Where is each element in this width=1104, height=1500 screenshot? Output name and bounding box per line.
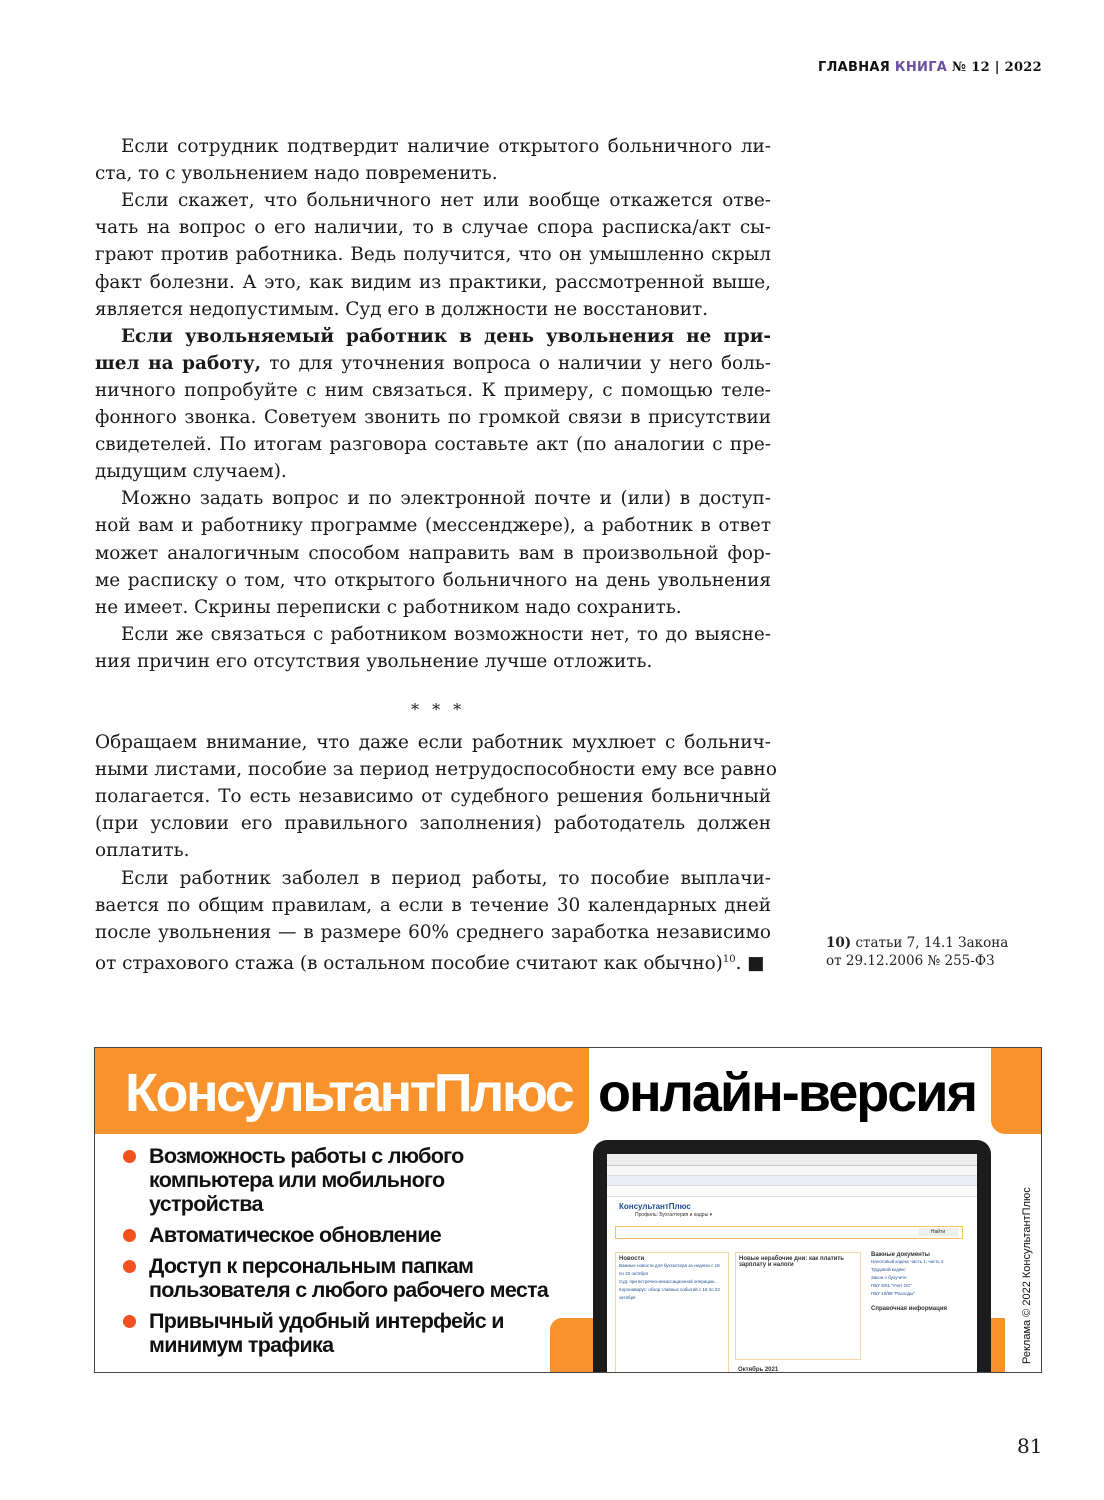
line-text: Если сотрудник подтвердит наличие открытого больничного ли-: [121, 136, 771, 157]
line-text: ной вам и работнику программе (мессенджере), а работник в ответ: [95, 515, 771, 537]
line-text: вается по общим правилам, а если в течение 30 календарных дней: [95, 894, 771, 916]
line-text: (при условии его правильного заполнения) работодатель должен: [95, 813, 771, 835]
header-issue: № 12 | 2022: [951, 60, 1042, 75]
line-text: ния причин его отсутствия увольнение лучше отложить.: [95, 650, 653, 672]
text-line: [95, 946, 771, 973]
text-line: [95, 404, 771, 431]
text-line: [95, 377, 771, 404]
line-text: Если скажет, что больничного нет или вообще откажется отве-: [121, 190, 771, 212]
line-text: оплатить.: [95, 840, 190, 862]
text-line: [95, 837, 771, 864]
line-text: факт болезни. А это, как видим из практики, рассмотренной выше,: [95, 271, 771, 293]
browser-tabs: [607, 1154, 977, 1166]
text-line: [95, 810, 771, 837]
screen-doc-link: ПБУ 10/99 "Расходы": [871, 1291, 915, 1296]
footnote: [826, 934, 1008, 970]
line-text: Если же связаться с работником возможности нет, то до выясне-: [121, 623, 771, 645]
line-text: фонного звонка. Советуем звонить по громкой связи в присутствии: [95, 407, 771, 428]
screen-center-panel: [735, 1252, 861, 1360]
ad-feature: [123, 1309, 509, 1357]
line-text: Если работник заболел в период работы, то пособие выплачи-: [121, 867, 771, 889]
screen-doc-link: Трудовой кодекс: [871, 1267, 906, 1272]
text-line: [95, 458, 771, 485]
screen-reference-title: Справочная информация: [871, 1306, 948, 1312]
line-text: не имеет. Скрины переписки с работником надо сохранить.: [95, 596, 682, 618]
text-line: [95, 756, 777, 783]
text-line: [95, 919, 771, 946]
ad-disclaimer: Реклама © 2022 КонсультантПлюс: [1021, 1187, 1033, 1364]
line-text: Можно задать вопрос и по электронной почте и (или) в доступ-: [121, 488, 771, 510]
line-text: полагается. То есть независимо от судебного решения больничный: [95, 786, 771, 808]
text-line: [95, 594, 771, 621]
screen-doc-link: Налоговый кодекс часть 1, часть 2: [871, 1259, 944, 1264]
bullet-icon: [123, 1229, 136, 1242]
ad-feature: [123, 1144, 489, 1216]
footnote-number: 10): [826, 935, 852, 951]
text-line: [95, 241, 771, 268]
screen-news-panel: [615, 1252, 729, 1373]
screen-find-button: Найти: [918, 1228, 958, 1236]
screen-doc-link: ПБУ 6/01 "Учет ОС": [871, 1283, 913, 1288]
line-text: Обращаем внимание, что даже если работник мухлюет с больнич-: [95, 732, 771, 753]
app-menu-bar: [607, 1176, 977, 1186]
ad-feature: [123, 1223, 489, 1247]
laptop-screen: [607, 1154, 977, 1373]
text-line: [121, 133, 771, 160]
screen-news-item: Коронавирус: обзор главных событий с 16 по 22 октября: [619, 1287, 720, 1300]
advertisement-banner[interactable]: [94, 1047, 1042, 1373]
footnote-text-1: статьи 7, 14.1 Закона: [851, 935, 1009, 951]
text-line: [95, 729, 771, 756]
ad-feature: [123, 1254, 579, 1302]
line-text: ста, то с увольнением надо повременить.: [95, 163, 498, 185]
header-title-2: КНИГА: [894, 60, 948, 75]
end-mark: . ■: [735, 952, 765, 974]
line-text: ными листами, пособие за период нетрудоспособности ему все равно: [95, 759, 777, 781]
section-separator: * * *: [411, 700, 466, 719]
ad-feature-text: Автоматическое обновление: [149, 1223, 441, 1247]
line-text: свидетелей. По итогам разговора составьте акт (по аналогии с пре-: [95, 434, 771, 456]
text-line: [95, 296, 771, 323]
footnote-text-2: от 29.12.2006 № 255-ФЗ: [826, 953, 995, 969]
text-line: [95, 350, 771, 377]
line-text: может аналогичным способом направить вам в произвольной фор-: [95, 542, 771, 564]
page-number: 81: [1017, 1434, 1043, 1458]
text-line: [95, 567, 771, 594]
text-line: [121, 187, 771, 214]
text-line: [95, 540, 771, 567]
line-text: ме расписку о том, что открытого больничного на день увольнения: [95, 569, 771, 591]
line-text: грают против работника. Ведь получится, что он умышленно скрыл: [95, 244, 771, 266]
ad-orange-corner: [991, 1048, 1041, 1134]
ad-subtitle: онлайн-версия: [598, 1063, 976, 1123]
running-header: [818, 60, 1042, 75]
text-line: [95, 512, 771, 539]
header-title-1: ГЛАВНАЯ: [817, 60, 891, 75]
line-text: является недопустимым. Суд его в должности не восстановит.: [95, 298, 709, 320]
text-line: [121, 485, 771, 512]
laptop-mockup: [593, 1140, 991, 1373]
text-line: [121, 323, 771, 350]
screen-right-column: [871, 1252, 947, 1312]
ad-brand: КонсультантПлюс: [125, 1063, 573, 1123]
bullet-icon: [123, 1315, 136, 1328]
screen-doc-link: Закон о бухучете: [871, 1275, 907, 1280]
line-text: чать на вопрос о его наличии, то в случае спора расписка/акт сы-: [95, 217, 771, 239]
text-line: [95, 214, 771, 241]
app-toolbar: [607, 1186, 977, 1197]
bold-text: Если увольняемый работник в день увольнения не при-: [121, 325, 771, 347]
screen-logo: КонсультантПлюс: [619, 1202, 691, 1211]
text-line: [95, 431, 771, 458]
browser-address-bar: [607, 1166, 977, 1176]
screen-news-item: Суд: при встречно-инкассационной операции...: [619, 1279, 718, 1284]
text-line: [95, 783, 771, 810]
bullet-icon: [123, 1150, 136, 1163]
text-line: [95, 648, 771, 675]
bullet-icon: [123, 1260, 136, 1273]
line-text: ничного попробуйте с ним связаться. К примеру, с помощью теле-: [95, 379, 771, 401]
screen-news-item: Важные новости для бухгалтера за неделю с 18 по 22 октября: [619, 1263, 720, 1276]
line-text: дыдущим случаем).: [95, 461, 287, 483]
line-text: после увольнения — в размере 60% среднего заработка независимо: [95, 921, 771, 943]
ad-feature-text: Привычный удобный интерфейс и минимум трафика: [149, 1309, 504, 1357]
ad-feature-text: Возможность работы с любого компьютера или мобильного устройства: [149, 1144, 464, 1216]
line-text: от страхового стажа (в остальном пособие считают как обычно): [95, 952, 723, 974]
text-line: [95, 160, 771, 187]
text-line: [95, 269, 771, 296]
screen-center-title: Новые нерабочие дни: как платить зарплату и налоги: [739, 1256, 844, 1268]
ad-feature-list: [123, 1144, 579, 1364]
text-line: [121, 865, 771, 892]
bold-text: шел на работу,: [95, 352, 262, 374]
text-line: [95, 892, 771, 919]
screen-docs-title: Важные документы: [871, 1252, 930, 1258]
ad-feature-text: Доступ к персональным папкам пользователя с любого рабочего места: [149, 1254, 549, 1302]
text-line: [121, 621, 771, 648]
footnote-ref[interactable]: 10: [722, 953, 736, 965]
screen-month: Октябрь 2021: [738, 1367, 779, 1373]
screen-profile: Профиль: Бухгалтерия и кадры ▾: [635, 1212, 713, 1218]
screen-search-box: [615, 1226, 963, 1239]
line-text: то для уточнения вопроса о наличии у него боль-: [261, 352, 771, 374]
screen-news-title: Новости: [619, 1256, 645, 1262]
